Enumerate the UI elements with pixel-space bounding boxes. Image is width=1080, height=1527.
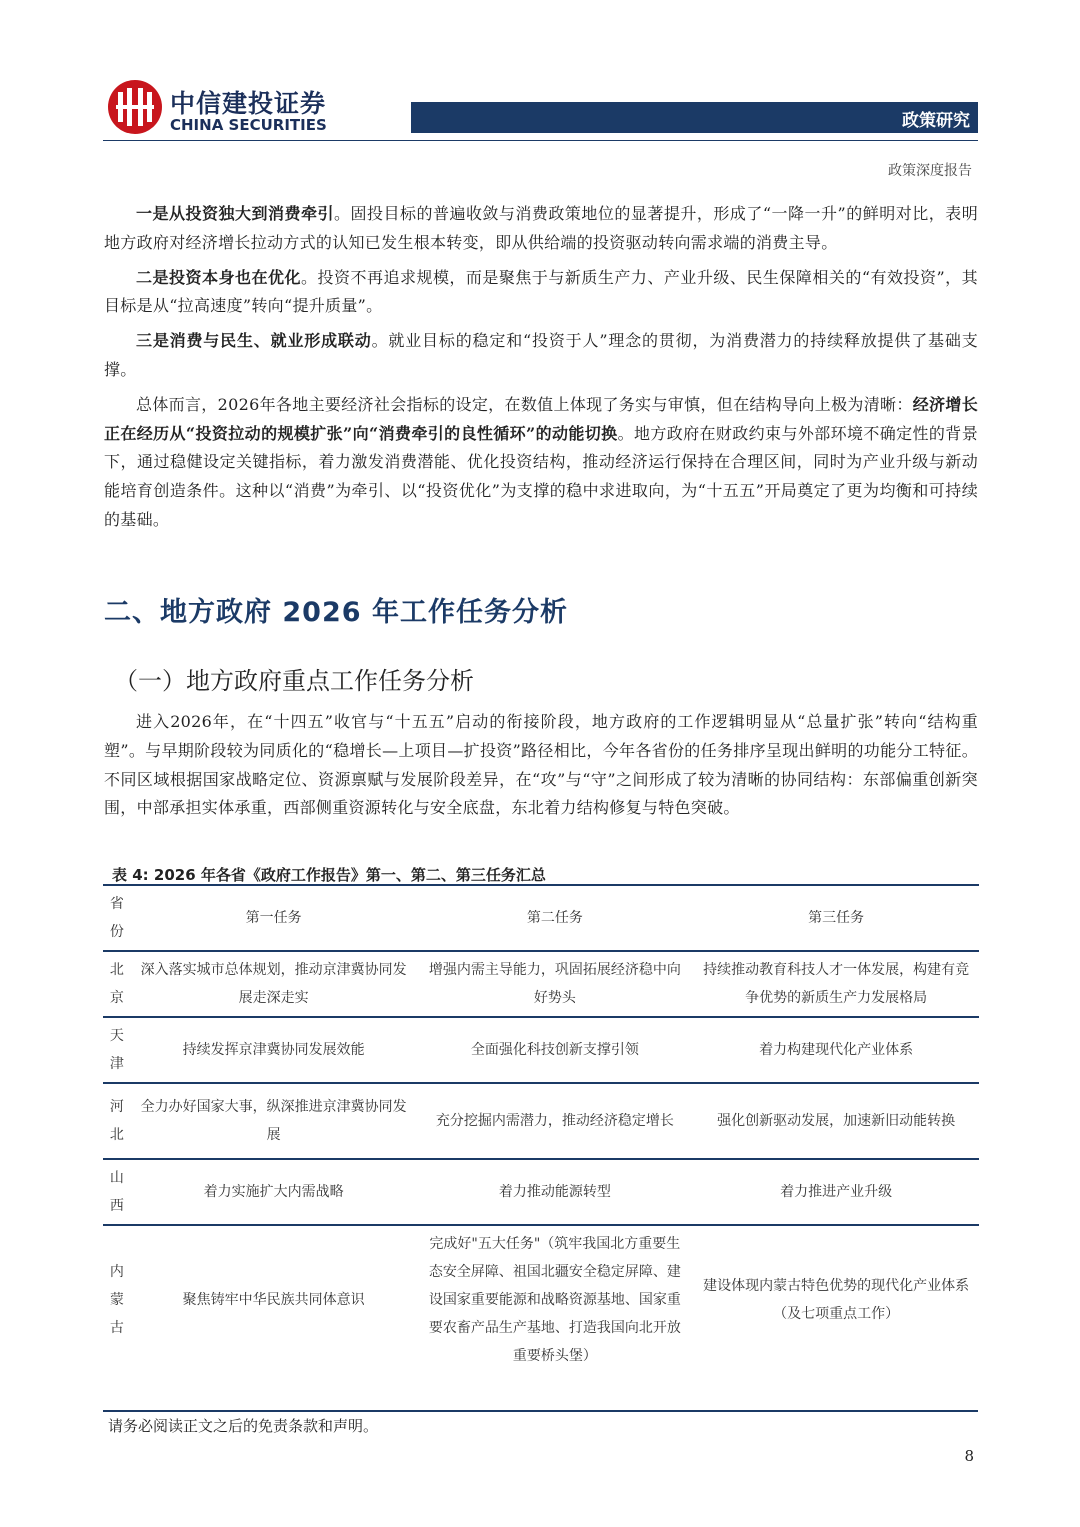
paragraph-text: 。就业目标的稳定和“投资于人”理念的贯彻，为消费潜力的持续释放提供了基础支撑。 [104,331,978,379]
cell-province: 河北 [109,1099,124,1143]
table-row [103,1017,979,1083]
report-type: 政策深度报告 [888,163,972,179]
header-divider [103,140,978,141]
cell-task-2: 完成好"五大任务"（筑牢我国北方重要生态安全屏障、祖国北疆安全稳定屏障、建设国家重要能源和战略资源基地、国家重要农畜产品生产基地、打造我国向北开放重要桥头堡） [428,1236,681,1364]
paragraph-lead: 三是消费与民生、就业形成联动 [136,331,372,351]
paragraph [104,327,978,385]
header-province: 省份 [109,896,124,940]
cell-task-3: 持续推动教育科技人才一体发展，构建有竞争优势的新质生产力发展格局 [703,962,970,1006]
paragraph-emphasis: 经济增长正在经历从“投资拉动的规模扩张”向“消费牵引的良性循环”的动能切换 [104,394,979,443]
paragraph [104,391,978,535]
paragraph-text: 。投资不再追求规模，而是聚焦于与新质生产力、产业升级、民生保障相关的“有效投资”，其目标是从“拉高速度”转向“提升质量”。 [104,267,978,316]
cell-task-3: 建设体现内蒙古特色优势的现代化产业体系（及七项重点工作） [703,1278,970,1322]
table-row [103,1225,979,1374]
summary-paragraphs [104,200,978,541]
paragraph [104,200,978,258]
cell-task-1: 持续发挥京津冀协同发展效能 [182,1042,365,1058]
cell-task-3: 强化创新驱动发展，加速新旧动能转换 [717,1113,956,1129]
cell-task-2: 充分挖掘内需潜力，推动经济稳定增长 [435,1113,674,1129]
banner-label: 政策研究 [902,111,970,131]
intro-block [104,708,978,829]
header-task-3: 第三任务 [808,910,865,926]
cell-task-2: 全面强化科技创新支撑引领 [470,1042,639,1058]
footer-divider [103,1410,978,1412]
paragraph-pre: 总体而言，2026年各地主要经济社会指标的设定，在数值上体现了务实与审慎，但在结构导向上极为清晰： [136,394,913,414]
subsection-title: （一）地方政府重点工作任务分析 [114,667,474,695]
table-row [103,951,979,1017]
cell-task-1: 深入落实城市总体规划，推动京津冀协同发展走深走实 [140,962,407,1006]
table-title: 表 4: 2026 年各省《政府工作报告》第一、第二、第三任务汇总 [112,866,546,884]
cell-task-2: 增强内需主导能力，巩固拓展经济稳中向好势头 [428,962,681,1006]
cell-task-1: 着力实施扩大内需战略 [203,1184,344,1200]
logo-english-name: CHINA SECURITIES [170,116,327,134]
header-banner [411,102,978,133]
cell-task-2: 着力推动能源转型 [498,1184,611,1200]
cell-task-3: 着力构建现代化产业体系 [759,1042,914,1058]
table-row [103,1159,979,1225]
paragraph-text: 。固投目标的普遍收敛与消费政策地位的显著提升，形成了“一降一升”的鲜明对比，表明地方政府对经济增长拉动方式的认知已发生根本转变，即从供给端的投资驱动转向需求端的消费主导。 [104,204,978,252]
paragraph-lead: 一是从投资独大到消费牵引 [136,204,334,223]
paragraph-text: 。地方政府在财政约束与外部环境不确定性的背景下，通过稳健设定关键指标，着力激发消费潜能、优化投资结构，推动经济运行保持在合理区间，同时为产业升级与新动能培育创造条件。这种以“消费”为牵引、以“投资优化”为支撑的稳中求进取向，为“十五五”开局奠定了更为均衡和可持续的基础。 [104,423,978,529]
company-logo [108,80,348,140]
cell-province: 山西 [109,1170,124,1214]
footer-disclaimer: 请务必阅读正文之后的免责条款和声明。 [108,1417,379,1435]
section-title: 二、地方政府 2026 年工作任务分析 [104,597,568,628]
table-row [103,1083,979,1159]
table-header-row [103,885,979,951]
intro-paragraph: 进入2026年，在“十四五”收官与“十五五”启动的衔接阶段，地方政府的工作逻辑明显从“总量扩张”转向“结构重塑”。与早期阶段较为同质化的“稳增长—上项目—扩投资”路径相比，今年各省份的任务排序呈现出鲜明的功能分工特征。不同区域根据国家战略定位、资源禀赋与发展阶段差异，在“攻”与“守”之间形成了较为清晰的协同结构：东部偏重创新突围，中部承担实体承重，西部侧重资源转化与安全底盘，东北着力结构修复与特色突破。 [104,712,978,818]
header-task-2: 第二任务 [526,910,583,926]
paragraph [104,264,978,322]
cell-task-1: 全力办好国家大事，纵深推进京津冀协同发展 [140,1099,407,1143]
task-summary-table [103,884,979,1374]
cell-province: 天津 [109,1028,124,1072]
cell-task-3: 着力推进产业升级 [780,1184,893,1200]
paragraph-lead: 二是投资本身也在优化 [136,267,301,287]
header-task-1: 第一任务 [245,910,302,926]
logo-emblem-icon [108,80,162,134]
cell-province: 内蒙古 [109,1264,124,1336]
cell-province: 北京 [109,962,124,1006]
cell-task-1: 聚焦铸牢中华民族共同体意识 [182,1292,365,1308]
logo-chinese-name: 中信建投证券 [170,89,327,118]
page-number: 8 [964,1447,974,1465]
